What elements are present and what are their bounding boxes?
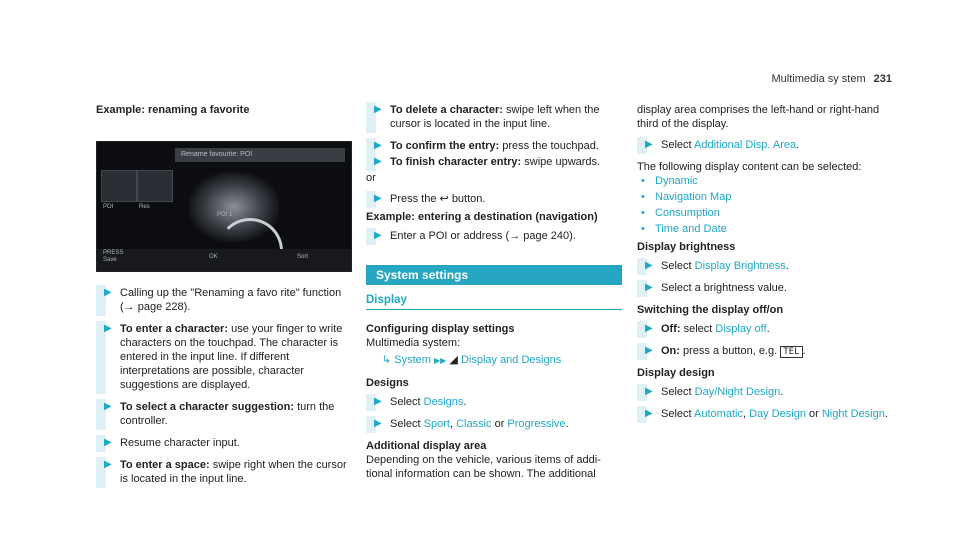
section-banner: System settings [366, 265, 622, 285]
additional-text: Depending on the vehicle, various items of additional information can be shown. The additional [366, 454, 601, 480]
day-design-link: Day Design [749, 408, 806, 420]
sport-link: Sport [423, 418, 450, 430]
screenshot-bottom-bar [97, 249, 351, 271]
screenshot-label: Sort [297, 254, 309, 260]
page-number: 231 [873, 73, 892, 85]
designs-link: Designs [423, 396, 464, 408]
screenshot-label: PRESS Save [103, 250, 124, 263]
path-arrow-icon: ↳ [382, 354, 392, 366]
arrow-icon: ▶ [645, 260, 653, 271]
arrow-icon: ▶ [645, 408, 653, 419]
step-item: ▶ To confirm the entry: press the touchpad. [366, 139, 622, 153]
path-system: System [394, 354, 431, 366]
arrow-icon: ▶ [104, 323, 112, 334]
arrow-icon: ▶ [374, 418, 382, 429]
step-item: ▶ To enter a character: use your finger to write characters on the touchpad. The character is entered in the input line. If different interpretations are possible, character suggestions are displayed. [96, 322, 352, 392]
progressive-link: Progressive [507, 418, 566, 430]
screenshot-label: Res [139, 204, 150, 210]
classic-link: Classic [456, 418, 492, 430]
arrow-icon: ▶ [104, 437, 112, 448]
menu-path [382, 353, 622, 368]
arrow-icon: ▶ [104, 287, 112, 298]
arrow-icon: ▶ [374, 104, 382, 115]
arrow-icon: ▶ [374, 140, 382, 151]
step-item: ▶ Resume character input. [96, 436, 352, 450]
brightness-heading: Display brightness [637, 241, 736, 253]
arrow-icon: ▶ [645, 323, 653, 334]
night-design-link: Night Design [821, 408, 885, 420]
example-destination-heading: Example: entering a destination (navigation) [366, 211, 598, 223]
step-item: ▶ Select Sport, Classic or Progressive. [366, 417, 622, 431]
arrow-icon: ▶ [104, 459, 112, 470]
list-item: • Navigation Map [641, 191, 732, 203]
step-item: ▶ Select Day/Night Design. [637, 385, 893, 399]
following-text: The following display content can be selected: [637, 161, 862, 173]
arrow-icon: ▶ [374, 396, 382, 407]
step-item: ▶ Select Automatic, Day Design or Night Design. [637, 407, 893, 421]
screenshot-image [96, 141, 352, 272]
bullet-icon: • [641, 223, 645, 235]
daynight-link: Day/Night Design [694, 386, 781, 398]
screenshot-tile [137, 170, 173, 202]
arrow-icon: ▶ [374, 230, 382, 241]
arrow-icon: ▶ [645, 139, 653, 150]
bullet-icon: • [641, 175, 645, 187]
path-separator-icon: ▶▶ [434, 356, 447, 365]
column-1 [96, 103, 352, 494]
additional-heading: Additional display area [366, 440, 487, 452]
step-item: ▶ Enter a POI or address (→ page 240). [366, 229, 622, 243]
step-item: ▶ On: press a button, e.g. TEL . [637, 344, 893, 358]
designs-heading: Designs [366, 377, 409, 389]
bullet-icon: • [641, 191, 645, 203]
multimedia-label: Multimedia system: [366, 337, 461, 349]
screenshot-label: POI [103, 204, 114, 210]
automatic-link: Automatic [694, 408, 743, 420]
back-button-icon: ↩ [439, 193, 449, 205]
arrow-icon: ▶ [374, 193, 382, 204]
step-item: ▶ Select a brightness value. [637, 281, 893, 295]
design-heading: Display design [637, 367, 715, 379]
arrow-icon: ▶ [104, 401, 112, 412]
list-item: • Consumption [641, 207, 720, 219]
screenshot-title: Rename favourite: POI [175, 148, 345, 162]
step-item: ▶ To finish character entry: swipe upwards. [366, 155, 622, 169]
step-item: ▶ To select a character suggestion: turn the controller. [96, 400, 352, 428]
step-item: ▶ Select Display Brightness. [637, 259, 893, 273]
tel-button-icon: TEL [780, 346, 802, 358]
step-item: ▶ Press the ↩ button. [366, 192, 622, 206]
screenshot-label: OK [209, 254, 218, 260]
subsection-title: Display [366, 293, 622, 310]
list-item: • Dynamic [641, 175, 698, 187]
arrow-icon: ▶ [374, 156, 382, 167]
header-title: Multimedia sy stem [771, 73, 866, 85]
list-item: • Time and Date [641, 223, 727, 235]
brightness-link: Display Brightness [694, 260, 786, 272]
arrow-icon: ▶ [645, 386, 653, 397]
screenshot-tile [101, 170, 137, 202]
path-display: Display and Designs [460, 354, 562, 366]
intro-text: display area comprises the left-hand or right-hand third of the display. [637, 104, 880, 130]
step-item: ▶ Select Designs. [366, 395, 622, 409]
column-3 [637, 103, 893, 429]
step-item: ▶ Calling up the "Renaming a favo rite" function (→ page 228). [96, 286, 352, 314]
display-icon: ◢ [449, 354, 458, 366]
column-2 [366, 103, 622, 481]
screenshot-label: POI 1 [217, 212, 233, 218]
arrow-icon: ▶ [645, 345, 653, 356]
additional-area-link: Additional Disp. Area [694, 139, 797, 151]
arrow-icon: ▶ [645, 282, 653, 293]
bullet-icon: • [641, 207, 645, 219]
example-heading: Example: renaming a favorite [96, 104, 250, 116]
display-off-link: Display off [715, 323, 767, 335]
switch-heading: Switching the display off/on [637, 304, 784, 316]
config-heading: Configuring display settings [366, 323, 515, 335]
step-item: ▶ Off: select Display off. [637, 322, 893, 336]
step-item: ▶ To delete a character: swipe left when the cursor is located in the input line. [366, 103, 622, 131]
page-header [772, 72, 893, 86]
or-text: or [366, 172, 376, 184]
step-item: ▶ To enter a space: swipe right when the cursor is located in the input line. [96, 458, 352, 486]
step-item: ▶ Select Additional Disp. Area. [637, 138, 893, 152]
